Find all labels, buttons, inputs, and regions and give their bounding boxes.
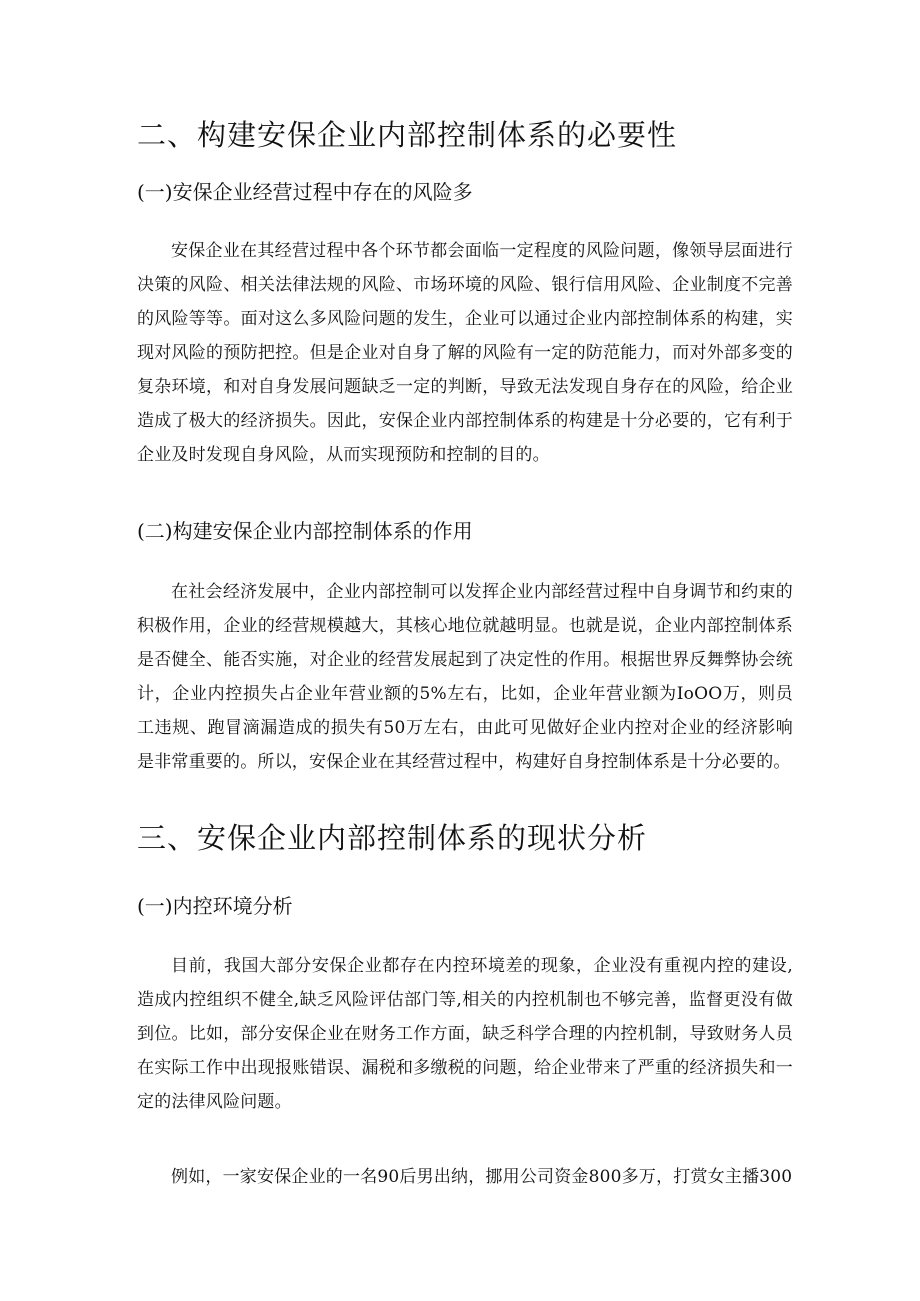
paragraph-example: 例如，一家安保企业的一名90后男出纳，挪用公司资金800多万，打赏女主播300 xyxy=(171,1167,793,1187)
subsection-heading-risks: (一)安保企业经营过程中存在的风险多 xyxy=(137,180,473,204)
subsection-heading-role: (二)构建安保企业内部控制体系的作用 xyxy=(137,519,473,543)
subsection-heading-environment: (一)内控环境分析 xyxy=(137,894,293,918)
section-heading-status: 三、安保企业内部控制体系的现状分析 xyxy=(137,821,648,855)
paragraph-role: 在社会经济发展中，企业内部控制可以发挥企业内部经营过程中自身调节和约束的积极作用，企业的经营规模越大，其核心地位就越明显。也就是说，企业内部控制体系是否健全、能否实施，对企业的经营发展起到了决定性的作用。根据世界反舞弊协会统计，企业内控损失占企业年营业额的5%左右，比如，企业年营业额为IoOO万，则员工违规、跑冒滴漏造成的损失有50万左右，由此可见做好企业内控对企业的经济影响是非常重要的。所以，安保企业在其经营过程中，构建好自身控制体系是十分必要的。 xyxy=(137,582,793,772)
paragraph-risks: 安保企业在其经营过程中各个环节都会面临一定程度的风险问题，像领导层面进行决策的风险、相关法律法规的风险、市场环境的风险、银行信用风险、企业制度不完善的风险等等。面对这么多风险问题的发生，企业可以通过企业内部控制体系的构建，实现对风险的预防把控。但是企业对自身了解的风险有一定的防范能力，而对外部多变的复杂环境，和对自身发展问题缺乏一定的判断，导致无法发现自身存在的风险，给企业造成了极大的经济损失。因此，安保企业内部控制体系的构建是十分必要的，它有利于企业及时发现自身风险，从而实现预防和控制的目的。 xyxy=(137,241,793,465)
paragraph-environment: 目前，我国大部分安保企业都存在内控环境差的现象，企业没有重视内控的建设,造成内控组织不健全,缺乏风险评估部门等,相关的内控机制也不够完善，监督更没有做到位。比如，部分安保企业在财务工作方面，缺乏科学合理的内控机制，导致财务人员在实际工作中出现报账错误、漏税和多缴税的问题，给企业带来了严重的经济损失和一定的法律风险问题。 xyxy=(137,956,793,1112)
section-heading-necessity: 二、构建安保企业内部控制体系的必要性 xyxy=(137,118,678,152)
